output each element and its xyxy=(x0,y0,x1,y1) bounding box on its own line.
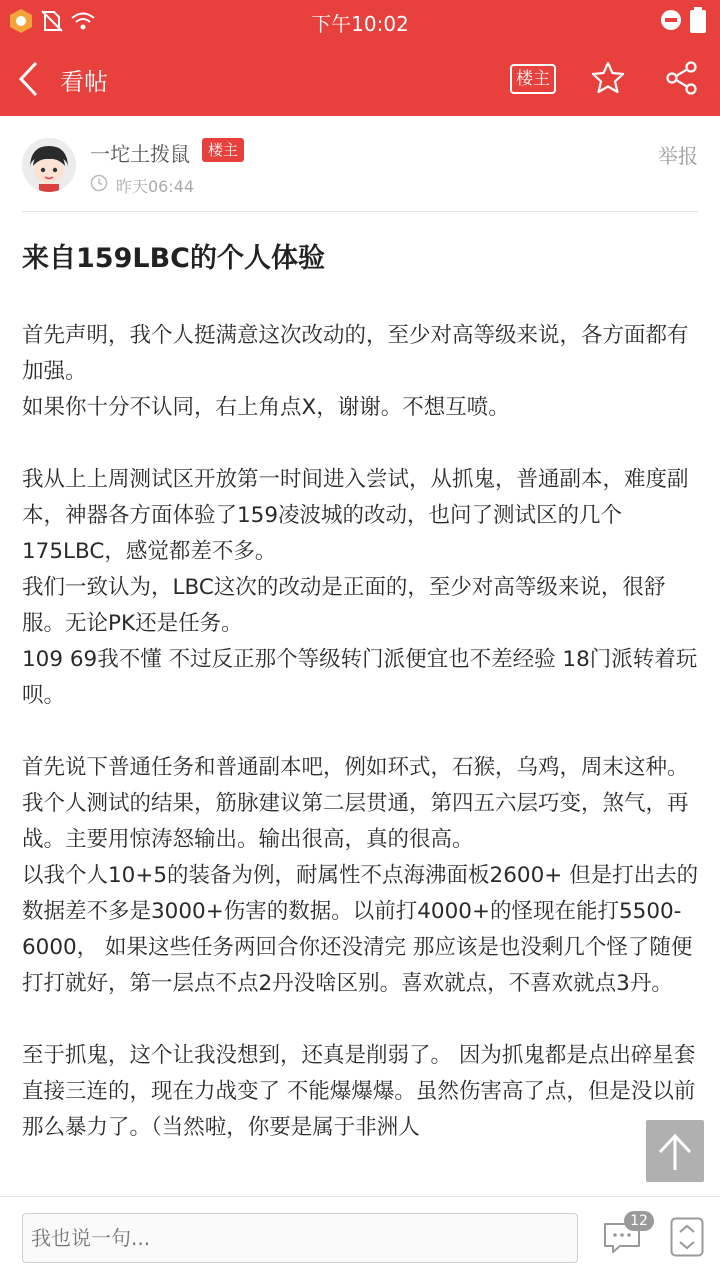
only-owner-button[interactable]: 楼主 xyxy=(510,64,556,94)
author-row xyxy=(0,116,720,212)
status-bar xyxy=(0,0,720,42)
post-paragraph: 我从上上周测试区开放第一时间进入尝试，从抓鬼，普通副本，难度副本，神器各方面体验了159凌波城的改动，也问了测试区的几个175LBC，感觉都差不多。 我们一致认为，LBC这次的改动是正面的，至少对高等级来说，很舒服。无论PK还是任务。 109 69我不懂 不过反正那个等级转门派便宜也不差经验 18门派转着玩呗。 xyxy=(22,467,698,708)
reply-bar xyxy=(0,1196,720,1280)
report-button[interactable]: 举报 xyxy=(658,144,698,168)
arrow-up-icon xyxy=(646,1120,704,1182)
author-name[interactable]: 一坨土拨鼠 xyxy=(90,142,190,166)
do-not-disturb-icon xyxy=(660,9,682,31)
clock-icon xyxy=(90,174,108,192)
divider xyxy=(22,211,698,212)
scroll-to-top-button[interactable] xyxy=(646,1120,704,1182)
post-title: 来自159LBC的个人体验 xyxy=(22,243,325,274)
post-paragraph: 至于抓鬼，这个让我没想到，还真是削弱了。 因为抓鬼都是点出碎星套直接三连的，现在力战变了 不能爆爆爆。虽然伤害高了点，但是没以前那么暴力了。（当然啦，你要是属于非洲人 xyxy=(22,1043,696,1140)
back-arrow-icon[interactable] xyxy=(14,60,46,98)
battery-icon xyxy=(688,6,708,34)
app-header xyxy=(0,42,720,116)
owner-badge: 楼主 xyxy=(202,138,244,162)
comment-count-badge: 12 xyxy=(624,1211,654,1231)
page-scroll-icon[interactable] xyxy=(670,1217,704,1257)
favorite-star-icon[interactable] xyxy=(590,60,626,96)
user-avatar-icon xyxy=(22,138,76,192)
share-icon[interactable] xyxy=(664,60,700,96)
post-paragraph: 首先说下普通任务和普通副本吧，例如环式，石猴，乌鸡，周末这种。 我个人测试的结果，筋脉建议第二层贯通，第四五六层巧变，煞气，再战。主要用惊涛怒输出。输出很高，真的很高。 以我个人10+5的装备为例，耐属性不点海沸面板2600+ 但是打出去的数据差不多是3000+伤害的数据。以前打4000+的怪现在能打5500-6000， 如果这些任务两回合你还没清完 那应该是也没剩几个怪了随便打打就好，第一层点不点2丹没啥区别。喜欢就点，不喜欢就点3丹。 xyxy=(22,755,699,996)
avatar[interactable] xyxy=(22,138,76,192)
status-time: 下午10:02 xyxy=(311,12,409,36)
post-paragraph: 首先声明，我个人挺满意这次改动的，至少对高等级来说，各方面都有加强。 如果你十分不认同，右上角点X，谢谢。不想互喷。 xyxy=(22,323,689,420)
reply-input[interactable] xyxy=(22,1213,578,1263)
page-title: 看帖 xyxy=(60,68,108,96)
post-time: 昨天06:44 xyxy=(116,177,195,196)
post-content xyxy=(22,318,704,1194)
